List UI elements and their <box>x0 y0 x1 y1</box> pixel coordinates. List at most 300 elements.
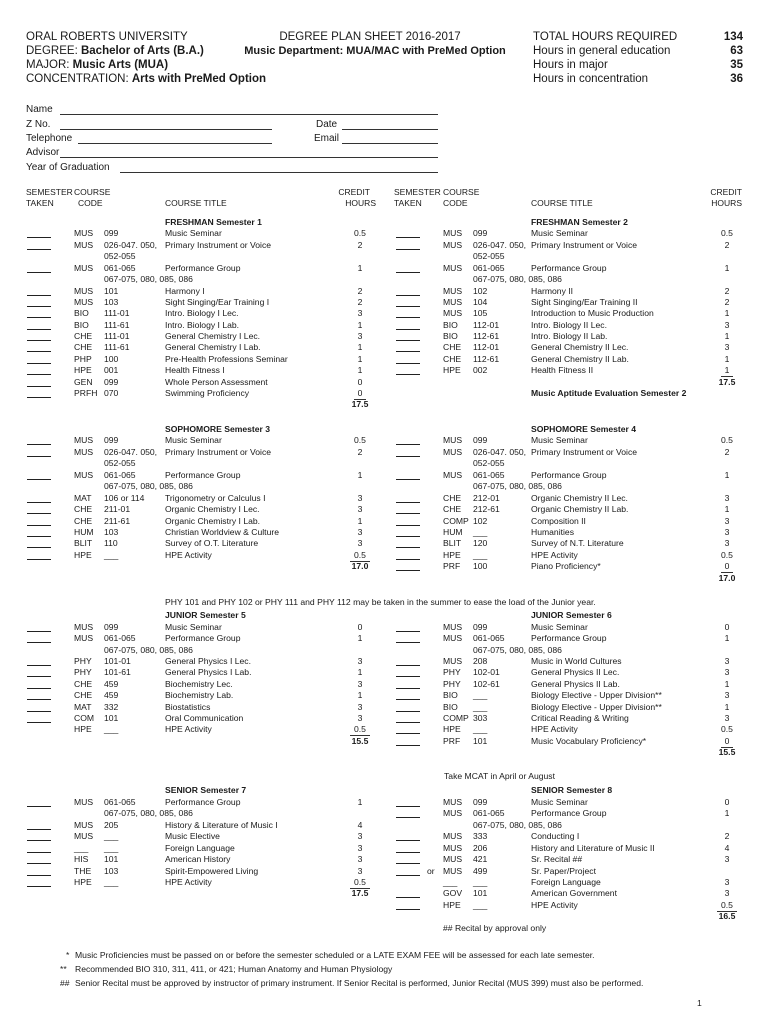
course-prefix: MUS <box>443 831 463 841</box>
header-taken: TAKEN <box>26 198 54 208</box>
credit-hours <box>714 633 740 644</box>
semester-taken-blank[interactable] <box>27 699 51 700</box>
course-title: Sr. Paper/Project <box>531 866 596 876</box>
course-number: 111-61 <box>104 342 130 352</box>
credit-hours <box>714 342 740 353</box>
semester-taken-blank[interactable] <box>396 317 420 318</box>
course-number: 052-055 <box>104 251 136 261</box>
semester-taken-blank[interactable] <box>27 317 51 318</box>
course-title: HPE Activity <box>165 877 212 887</box>
course-prefix: HPE <box>74 365 92 375</box>
semester-taken-blank[interactable] <box>27 886 51 887</box>
semester-taken-blank[interactable] <box>27 397 51 398</box>
semester-taken-blank[interactable] <box>27 665 51 666</box>
course-number: ___ <box>473 877 488 887</box>
course-number: 099 <box>104 622 119 632</box>
semester-taken-blank[interactable] <box>396 513 420 514</box>
semester-taken-blank[interactable] <box>27 306 51 307</box>
footnote-text: Music Proficiencies must be passed on or before the semester scheduled or a LATE EXAM FEE will be assessed for each late semester. <box>75 950 595 960</box>
course-title: General Physics I Lec. <box>165 656 251 666</box>
course-title: Biochemistry Lec. <box>165 679 233 689</box>
course-number: 052-055 <box>104 458 136 468</box>
course-number: 067-075, 080, 085, 086 <box>104 645 193 655</box>
semester-taken-blank[interactable] <box>396 536 420 537</box>
credit-hours <box>714 286 740 297</box>
course-prefix: PRF <box>443 736 461 746</box>
course-number: 026-047. 050, <box>473 240 527 250</box>
semester-taken-blank[interactable] <box>396 863 420 864</box>
credit-value: 3 <box>357 866 363 876</box>
course-number: 101 <box>104 854 119 864</box>
semester-taken-blank[interactable] <box>396 547 420 548</box>
course-prefix: PRFH <box>74 388 98 398</box>
course-number: 105 <box>473 308 488 318</box>
semester-taken-blank[interactable] <box>396 444 420 445</box>
semester-total-hours <box>714 377 740 388</box>
semester-taken-blank[interactable] <box>27 722 51 723</box>
advisor-label: Advisor <box>26 147 60 158</box>
course-title: Biology Elective - Upper Division** <box>531 690 662 700</box>
course-prefix: PRF <box>443 561 461 571</box>
course-number: 099 <box>104 377 119 387</box>
credit-value: 3 <box>357 504 363 514</box>
university-name: ORAL ROBERTS UNIVERSITY <box>26 31 188 43</box>
credit-value: 1 <box>724 633 730 643</box>
course-prefix: CHE <box>74 690 93 700</box>
semester-taken-blank[interactable] <box>27 513 51 514</box>
course-prefix: MUS <box>443 866 463 876</box>
course-title: Music Seminar <box>531 797 588 807</box>
telephone-field[interactable] <box>78 143 272 144</box>
semester-taken-blank[interactable] <box>396 806 420 807</box>
date-field[interactable] <box>342 129 438 130</box>
course-prefix: PHY <box>74 656 92 666</box>
credit-value: 1 <box>357 470 363 480</box>
credit-value: 1 <box>724 331 730 341</box>
z-no-field[interactable] <box>60 129 272 130</box>
semester-taken-blank[interactable] <box>396 722 420 723</box>
course-number: 001 <box>104 365 119 375</box>
semester-heading: JUNIOR Semester 6 <box>531 610 612 620</box>
semester-taken-blank[interactable] <box>396 676 420 677</box>
course-number: 110 <box>104 538 118 548</box>
total-label: Hours in major <box>533 59 608 71</box>
course-title: Music Seminar <box>531 435 588 445</box>
credit-hours <box>347 320 373 331</box>
semester-taken-blank[interactable] <box>396 711 420 712</box>
credit-value: 0.5 <box>721 435 733 445</box>
major-label: MAJOR: <box>26 59 70 71</box>
course-prefix: BLIT <box>443 538 462 548</box>
course-prefix: MUS <box>74 447 94 457</box>
course-prefix: MUS <box>443 297 463 307</box>
header-hours: HOURS <box>711 198 742 208</box>
course-title: Primary Instrument or Voice <box>531 447 638 457</box>
course-number: 206 <box>473 843 488 853</box>
semester-taken-blank[interactable] <box>396 340 420 341</box>
header-course-title: COURSE TITLE <box>531 198 593 208</box>
credit-hours <box>347 504 373 515</box>
credit-hours <box>347 538 373 549</box>
semester-taken-blank[interactable] <box>396 745 420 746</box>
course-number: 499 <box>473 866 488 876</box>
course-title: Music Vocabulary Proficiency* <box>531 736 647 746</box>
course-prefix: MUS <box>443 435 463 445</box>
course-number: ___ <box>473 702 488 712</box>
course-number: ___ <box>104 843 119 853</box>
course-number: 101 <box>473 736 488 746</box>
semester-taken-blank[interactable] <box>396 272 420 273</box>
semester-taken-blank[interactable] <box>27 875 51 876</box>
course-prefix: HPE <box>74 724 92 734</box>
course-number: 061-065 <box>104 263 136 273</box>
course-prefix: ___ <box>443 877 458 887</box>
course-number: 102-01 <box>473 667 500 677</box>
course-number: 112-61 <box>473 331 500 341</box>
course-number: 104 <box>473 297 488 307</box>
course-title: Primary Instrument or Voice <box>531 240 638 250</box>
semester-taken-blank[interactable] <box>27 340 51 341</box>
footnote-mark: ## <box>60 978 70 988</box>
course-number: 052-055 <box>473 251 505 261</box>
header-credit: CREDIT <box>338 187 370 197</box>
course-prefix: MUS <box>443 633 463 643</box>
credit-value: 17.5 <box>351 888 369 898</box>
header-course: COURSE <box>74 187 111 197</box>
total-value: 35 <box>730 59 743 71</box>
credit-hours <box>347 843 373 854</box>
credit-value: 1 <box>357 263 363 273</box>
concentration-label: CONCENTRATION: <box>26 73 129 85</box>
semester-taken-blank[interactable] <box>27 642 51 643</box>
credit-value: 4 <box>724 843 730 853</box>
course-title: Piano Proficiency* <box>531 561 601 571</box>
credit-hours <box>347 470 373 481</box>
course-number: 067-075, 080, 085, 086 <box>473 274 562 284</box>
semester-taken-blank[interactable] <box>27 631 51 632</box>
page-number: 1 <box>697 998 702 1008</box>
semester-taken-blank[interactable] <box>396 559 420 560</box>
course-title: Survey of O.T. Literature <box>165 538 259 548</box>
credit-hours <box>347 702 373 713</box>
course-prefix: HPE <box>443 550 461 560</box>
course-title: Performance Group <box>531 263 607 273</box>
credit-value: 1 <box>724 354 730 364</box>
semester-taken-blank[interactable] <box>396 733 420 734</box>
total-value: 36 <box>730 73 743 85</box>
credit-hours <box>714 550 740 561</box>
credit-hours <box>714 297 740 308</box>
course-number: 208 <box>473 656 488 666</box>
course-prefix: GOV <box>443 888 463 898</box>
credit-hours <box>714 447 740 458</box>
semester-taken-blank[interactable] <box>396 897 420 898</box>
semester-taken-blank[interactable] <box>27 249 51 250</box>
credit-hours <box>714 888 740 899</box>
course-number: 101-61 <box>104 667 131 677</box>
credit-value: 1 <box>357 342 363 352</box>
course-number: 112-01 <box>473 342 500 352</box>
semester-taken-blank[interactable] <box>396 909 420 910</box>
course-prefix: BIO <box>74 308 89 318</box>
course-number: 061-065 <box>473 808 505 818</box>
credit-hours <box>714 435 740 446</box>
semester-taken-blank[interactable] <box>396 699 420 700</box>
course-title: Intro. Biology II Lab. <box>531 331 608 341</box>
credit-value: 3 <box>724 888 730 898</box>
credit-value: 1 <box>357 633 363 643</box>
course-prefix: BIO <box>74 320 89 330</box>
semester-taken-blank[interactable] <box>27 295 51 296</box>
telephone-label: Telephone <box>26 133 73 144</box>
course-prefix: MUS <box>443 308 463 318</box>
course-number: ___ <box>104 724 119 734</box>
semester-taken-blank[interactable] <box>27 863 51 864</box>
semester-taken-blank[interactable] <box>27 386 51 387</box>
email-field[interactable] <box>342 143 438 144</box>
course-number: ___ <box>104 550 119 560</box>
credit-value: 0 <box>724 797 730 807</box>
semester-taken-blank[interactable] <box>396 852 420 853</box>
credit-value: 1 <box>357 320 363 330</box>
header-semester: SEMESTER <box>394 187 441 197</box>
semester-taken-blank[interactable] <box>27 840 51 841</box>
semester-taken-blank[interactable] <box>27 559 51 560</box>
course-prefix: CHE <box>74 504 93 514</box>
credit-hours <box>714 470 740 481</box>
credit-hours <box>714 808 740 819</box>
semester-taken-blank[interactable] <box>396 351 420 352</box>
course-title: Oral Communication <box>165 713 244 723</box>
credit-value: 2 <box>724 447 730 457</box>
credit-hours <box>714 713 740 724</box>
semester-taken-blank[interactable] <box>396 688 420 689</box>
semester-taken-blank[interactable] <box>27 444 51 445</box>
credit-value: 1 <box>357 797 363 807</box>
course-title: General Physics II Lec. <box>531 667 620 677</box>
course-number: 067-075, 080, 085, 086 <box>104 274 193 284</box>
credit-value: 0 <box>357 377 363 387</box>
semester-taken-blank[interactable] <box>396 249 420 250</box>
semester-taken-blank[interactable] <box>396 525 420 526</box>
course-title: Harmony I <box>165 286 205 296</box>
semester-heading: SOPHOMORE Semester 3 <box>165 424 271 434</box>
semester-taken-blank[interactable] <box>396 306 420 307</box>
course-title: General Chemistry I Lab. <box>165 342 261 352</box>
credit-value: 0.5 <box>350 550 370 562</box>
semester-taken-blank[interactable] <box>396 363 420 364</box>
semester-taken-blank[interactable] <box>396 329 420 330</box>
course-title: Performance Group <box>531 470 607 480</box>
course-prefix: HUM <box>443 527 463 537</box>
semester-taken-blank[interactable] <box>27 688 51 689</box>
credit-value: 3 <box>724 538 730 548</box>
course-prefix: MUS <box>443 263 463 273</box>
credit-hours <box>714 656 740 667</box>
course-number: 067-075, 080, 085, 086 <box>473 820 562 830</box>
semester-taken-blank[interactable] <box>396 237 420 238</box>
course-prefix: COMP <box>443 713 469 723</box>
course-title: General Chemistry II Lab. <box>531 354 629 364</box>
credit-value: 1 <box>724 702 730 712</box>
credit-value: 0.5 <box>354 228 366 238</box>
semester-taken-blank[interactable] <box>27 676 51 677</box>
course-title: Critical Reading & Writing <box>531 713 629 723</box>
course-number: 111-01 <box>104 308 130 318</box>
credit-hours <box>347 667 373 678</box>
semester-taken-blank[interactable] <box>396 631 420 632</box>
course-prefix: MUS <box>443 622 463 632</box>
semester-taken-blank[interactable] <box>27 711 51 712</box>
course-title: Organic Chemistry II Lab. <box>531 504 629 514</box>
credit-value: 3 <box>357 331 363 341</box>
course-prefix: BLIT <box>74 538 93 548</box>
semester-taken-blank[interactable] <box>396 295 420 296</box>
credit-hours <box>347 447 373 458</box>
credit-value: 15.5 <box>351 736 369 746</box>
credit-value: 2 <box>357 297 363 307</box>
course-title: Music Elective <box>165 831 220 841</box>
credit-value: 2 <box>357 447 363 457</box>
credit-hours <box>347 797 373 808</box>
semester-taken-blank[interactable] <box>396 875 420 876</box>
course-prefix: MUS <box>443 470 463 480</box>
credit-value: 3 <box>357 493 363 503</box>
course-title: Music Seminar <box>165 228 222 238</box>
course-title: HPE Activity <box>165 550 212 560</box>
semester-total-hours <box>347 888 373 899</box>
semester-taken-blank[interactable] <box>27 351 51 352</box>
semester-taken-blank[interactable] <box>27 456 51 457</box>
credit-value: 1 <box>357 354 363 364</box>
credit-hours <box>714 240 740 251</box>
course-title: Sight Singing/Ear Training I <box>165 297 270 307</box>
semester-taken-blank[interactable] <box>396 570 420 571</box>
semester-taken-blank[interactable] <box>396 665 420 666</box>
semester-taken-blank[interactable] <box>396 479 420 480</box>
semester-taken-blank[interactable] <box>27 536 51 537</box>
semester-taken-blank[interactable] <box>27 479 51 480</box>
course-prefix: HPE <box>74 877 92 887</box>
credit-value: 0 <box>724 622 730 632</box>
credit-hours <box>347 866 373 877</box>
header-course-title: COURSE TITLE <box>165 198 227 208</box>
course-prefix: BIO <box>443 331 458 341</box>
credit-value: 17.5 <box>718 377 736 387</box>
course-number: 333 <box>473 831 488 841</box>
course-prefix: THE <box>74 866 92 876</box>
footnote-mark: ** <box>60 964 67 974</box>
credit-hours <box>714 724 740 735</box>
semester-taken-blank[interactable] <box>27 374 51 375</box>
credit-value: 2 <box>724 831 730 841</box>
credit-hours <box>347 679 373 690</box>
header-code: CODE <box>78 198 103 208</box>
semester-taken-blank[interactable] <box>396 817 420 818</box>
course-prefix: ___ <box>74 843 89 853</box>
course-number: 099 <box>104 435 119 445</box>
credit-value: 3 <box>357 656 363 666</box>
semester-taken-blank[interactable] <box>396 374 420 375</box>
semester-total-hours <box>347 736 373 747</box>
semester-total-hours <box>347 399 373 410</box>
credit-value: 0.5 <box>721 724 733 734</box>
course-title: HPE Activity <box>165 724 212 734</box>
name-field[interactable] <box>60 114 438 115</box>
semester-taken-blank[interactable] <box>27 806 51 807</box>
course-prefix: MUS <box>443 797 463 807</box>
semester-taken-blank[interactable] <box>27 829 51 830</box>
course-title: Biochemistry Lab. <box>165 690 234 700</box>
credit-value: 3 <box>724 713 730 723</box>
course-prefix: HPE <box>443 365 461 375</box>
course-prefix: PHY <box>443 667 461 677</box>
credit-value: 0.5 <box>721 228 733 238</box>
semester-taken-blank[interactable] <box>27 502 51 503</box>
course-number: 061-065 <box>473 470 505 480</box>
course-prefix: CHE <box>74 331 93 341</box>
course-prefix: MUS <box>443 808 463 818</box>
course-prefix: MUS <box>74 240 94 250</box>
total-label: Hours in concentration <box>533 73 649 85</box>
credit-hours <box>714 831 740 842</box>
semester-taken-blank[interactable] <box>396 642 420 643</box>
semester-heading: SENIOR Semester 8 <box>531 785 613 795</box>
semester-taken-blank[interactable] <box>396 840 420 841</box>
course-title: Intro. Biology I Lab. <box>165 320 240 330</box>
major-line <box>26 58 168 72</box>
semester-taken-blank[interactable] <box>27 363 51 364</box>
z-no-label: Z No. <box>26 119 51 130</box>
semester-taken-blank[interactable] <box>27 547 51 548</box>
semester-taken-blank[interactable] <box>27 852 51 853</box>
semester-taken-blank[interactable] <box>396 502 420 503</box>
credit-hours <box>347 240 373 251</box>
credit-hours <box>714 308 740 319</box>
advisor-field[interactable] <box>60 157 438 158</box>
header-course: COURSE <box>443 187 480 197</box>
course-title: Performance Group <box>165 470 241 480</box>
course-title: Performance Group <box>165 633 241 643</box>
semester-taken-blank[interactable] <box>27 525 51 526</box>
semester-taken-blank[interactable] <box>27 237 51 238</box>
credit-hours <box>347 297 373 308</box>
course-number: 067-075, 080, 085, 086 <box>473 481 562 491</box>
course-title: Primary Instrument or Voice <box>165 447 272 457</box>
course-number: 211-01 <box>104 504 131 514</box>
footnote-text: Senior Recital must be approved by instructor of primary instrument. If Senior Recital is performed, Junior Recital (MUS 399) must also be performed. <box>75 978 644 988</box>
course-prefix: BIO <box>443 702 458 712</box>
semester-taken-blank[interactable] <box>396 456 420 457</box>
course-number: ___ <box>473 550 488 560</box>
course-title: General Physics I Lab. <box>165 667 252 677</box>
course-prefix: MUS <box>443 447 463 457</box>
credit-hours <box>714 843 740 854</box>
credit-value: 1 <box>724 679 730 689</box>
semester-taken-blank[interactable] <box>27 272 51 273</box>
course-number: 101 <box>104 286 119 296</box>
course-title: Survey of N.T. Literature <box>531 538 624 548</box>
course-number: 099 <box>473 435 488 445</box>
semester-taken-blank[interactable] <box>27 329 51 330</box>
course-prefix: CHE <box>74 516 93 526</box>
course-title: Organic Chemistry I Lec. <box>165 504 260 514</box>
course-prefix: CHE <box>443 504 462 514</box>
course-number: ___ <box>473 724 488 734</box>
total-value: 134 <box>723 31 743 43</box>
credit-value: 3 <box>357 527 363 537</box>
year-of-graduation-field[interactable] <box>120 172 438 173</box>
